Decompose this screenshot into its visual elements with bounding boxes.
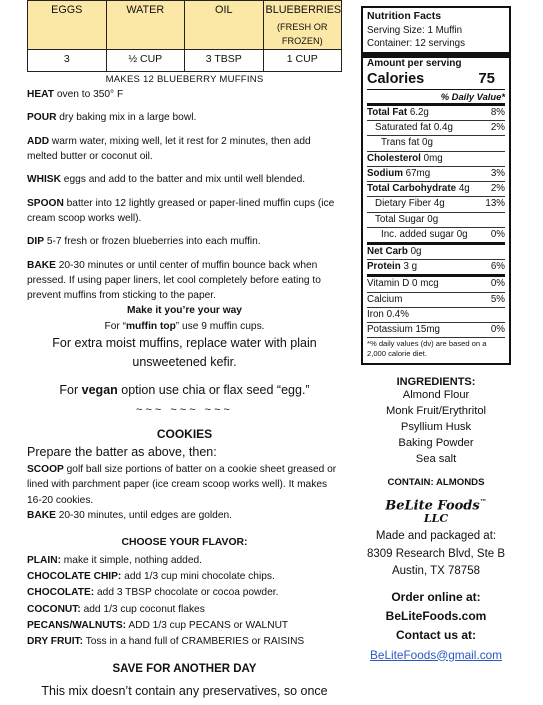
header-blueberries-label: BLUEBERRIES — [265, 4, 342, 16]
ingredients-heading: INGREDIENTS: — [396, 376, 476, 388]
nutrient-row — [367, 227, 505, 242]
nutrient-label: Calcium — [367, 293, 403, 305]
flavor-text: make it simple, nothing added. — [60, 554, 202, 566]
recipe-column — [27, 0, 342, 705]
vegan-bold: vegan — [81, 382, 118, 397]
step-dip — [27, 234, 342, 249]
nutrient-rows — [367, 103, 505, 337]
flavor-heading: CHOOSE YOUR FLAVOR: — [121, 537, 248, 549]
step-verb: ADD — [27, 135, 50, 147]
save-text: This mix doesn’t contain any preservatives, so once — [41, 683, 328, 698]
save-heading: SAVE FOR ANOTHER DAY — [112, 662, 257, 675]
nutrient-row — [367, 259, 505, 274]
nutrient-label: Net Carb — [367, 245, 408, 257]
brand-logo-llc: LLC — [423, 512, 449, 526]
muffin-top-tip — [27, 319, 342, 334]
nutrient-row — [367, 151, 505, 166]
serving-size: Serving Size: 1 Muffin — [367, 24, 463, 36]
nutrient-amount: 0.4g — [431, 122, 453, 134]
muffin-top-post: ” use 9 muffin cups. — [175, 320, 265, 332]
nutrient-name — [367, 167, 430, 181]
step-bake — [27, 258, 342, 304]
daily-value-header: % Daily Value* — [367, 89, 505, 103]
nutrient-name — [367, 213, 438, 227]
brand-logo — [361, 498, 511, 514]
nutrient-label: Total Fat — [367, 107, 408, 119]
make-your-way: Make it you’re your way — [127, 305, 242, 317]
nutrient-label: Cholesterol — [367, 152, 421, 164]
nutrient-amount: 0g — [453, 228, 468, 240]
step-text: golf ball size portions of batter on a cookie sheet greased or lined with parchment paper (ice cream scoop works well). It makes 16-20 cookies. — [27, 464, 337, 506]
step-verb: BAKE — [27, 509, 56, 521]
flavor-name: COCONUT: — [27, 603, 81, 615]
table-values-row — [28, 49, 342, 71]
amount-per-serving: Amount per serving — [367, 58, 462, 70]
website-link[interactable]: BeLiteFoods.com — [385, 609, 487, 624]
step-verb: SPOON — [27, 197, 64, 209]
nutrient-name — [367, 121, 453, 135]
nutrient-name — [367, 152, 443, 166]
nutrient-row — [367, 120, 505, 135]
value-blueberries: 1 CUP — [263, 49, 342, 71]
calories-value: 75 — [478, 70, 495, 88]
nutrient-row — [367, 196, 505, 211]
nutrient-name — [367, 323, 440, 337]
nutrient-amount: 6.2g — [407, 107, 429, 119]
nutrient-row — [367, 166, 505, 181]
nutrient-row — [367, 307, 505, 322]
nutrient-dv: 5% — [490, 293, 505, 305]
muffin-top-pre: For “ — [104, 320, 126, 332]
logo-tm: ™ — [479, 496, 487, 506]
nutrient-name — [367, 228, 468, 242]
flavor-text: add 3 TBSP chocolate or cocoa powder. — [94, 587, 279, 599]
nutrient-dv: 3% — [490, 167, 505, 179]
nutrient-name — [367, 260, 417, 274]
header-oil: OIL — [185, 1, 264, 50]
info-column — [361, 0, 511, 705]
nutrient-label: Total Carbohydrate — [367, 183, 457, 195]
nutrition-facts-panel — [361, 6, 511, 365]
nutrient-dv: 2% — [490, 183, 505, 195]
nutrient-name — [367, 308, 409, 322]
nutrient-name — [367, 182, 470, 196]
flavor-text: add 1/3 cup mini chocolate chips. — [121, 571, 275, 583]
address-line-1: 8309 Research Blvd, Ste B — [366, 547, 506, 560]
flavor-item — [27, 618, 342, 634]
nutrient-label: Sodium — [367, 167, 403, 179]
table-header-row — [28, 1, 342, 50]
nutrient-dv: 13% — [485, 198, 505, 210]
nutrient-amount: 0g — [424, 213, 439, 225]
value-oil: 3 TBSP — [185, 49, 264, 71]
value-eggs: 3 — [28, 49, 107, 71]
servings-per-container: Container: 12 servings — [367, 37, 466, 49]
tilde-divider: ~~~ ~~~ ~~~ — [136, 404, 233, 417]
nutrient-row — [367, 103, 505, 120]
step-text: 20-30 minutes, until edges are golden. — [55, 509, 233, 521]
nutrient-amount: 4g — [431, 198, 445, 210]
flavor-name: PECANS/WALNUTS: — [27, 620, 127, 632]
cookies-intro: Prepare the batter as above, then: — [27, 444, 217, 459]
vegan-tip — [27, 381, 342, 400]
nutrient-amount: 0g — [407, 245, 422, 257]
step-verb: SCOOP — [27, 464, 64, 476]
header-eggs: EGGS — [28, 1, 107, 50]
step-spoon — [27, 196, 342, 227]
nutrient-amount: 15mg — [412, 323, 440, 335]
nutrient-label: Iron — [367, 308, 384, 320]
nutrient-dv: 0% — [490, 323, 505, 335]
product-info — [361, 376, 511, 662]
calories-label: Calories — [367, 71, 425, 88]
ingredient-item: Monk Fruit/Erythritol — [385, 404, 487, 417]
flavor-name: CHOCOLATE: — [27, 587, 95, 599]
flavor-text: add 1/3 cup coconut flakes — [80, 603, 205, 615]
header-water: WATER — [106, 1, 185, 50]
nutrition-title: Nutrition Facts — [367, 10, 442, 22]
nutrient-dv: 8% — [490, 107, 505, 119]
nutrient-label: Saturated fat — [375, 122, 432, 134]
address-line-2: Austin, TX 78758 — [391, 564, 480, 577]
step-text: 20-30 minutes or until center of muffin bounce back when pressed. If using paper liners, let cool completely before eating to prevent muffins from sticking to the paper. — [27, 259, 321, 302]
nutrient-amount: 4g — [456, 183, 470, 195]
allergen-statement: CONTAIN: ALMONDS — [387, 476, 485, 488]
step-add — [27, 134, 342, 165]
nutrient-name — [367, 136, 433, 150]
step-text: dry baking mix in a large bowl. — [56, 112, 197, 124]
muffin-top-bold: muffin top — [126, 320, 176, 332]
cookies-heading: COOKIES — [156, 426, 213, 441]
ingredient-item: Almond Flour — [402, 389, 470, 401]
nutrient-dv: 0% — [490, 278, 505, 290]
made-by: Made and packaged at: — [375, 530, 497, 543]
ingredient-item: Baking Powder — [398, 436, 474, 449]
nutrient-label: Protein — [367, 261, 401, 273]
cookies-scoop — [27, 462, 342, 508]
nutrient-label: Vitamin D — [367, 278, 410, 290]
step-verb: BAKE — [27, 259, 56, 271]
nutrient-row — [367, 292, 505, 307]
ingredient-quantity-table — [27, 0, 342, 72]
step-whisk — [27, 172, 342, 187]
nutrient-name — [367, 245, 421, 259]
step-verb: DIP — [27, 236, 44, 248]
email-link[interactable]: BeLiteFoods@gmail.com — [370, 647, 502, 662]
ingredient-item: Psyllium Husk — [400, 420, 472, 433]
calories-row — [367, 69, 505, 89]
nutrient-name — [367, 293, 402, 307]
makes-line: MAKES 12 BLUEBERRY MUFFINS — [105, 73, 264, 85]
nutrient-name — [367, 197, 445, 211]
flavor-item — [27, 553, 342, 569]
nutrient-amount: 0g — [419, 137, 433, 149]
logo-name: BeLite Foods — [385, 497, 480, 513]
step-pour — [27, 110, 342, 125]
vegan-post: option use chia or flax seed “egg.” — [117, 382, 310, 397]
nutrient-dv: 0% — [490, 228, 505, 240]
nutrient-name — [367, 106, 429, 120]
flavor-name: DRY FRUIT: — [27, 636, 84, 648]
value-water: ½ CUP — [106, 49, 185, 71]
step-text: oven to 350° F — [53, 89, 124, 101]
order-label: Order online at: — [391, 590, 481, 604]
nutrient-label: Inc. added sugar — [381, 228, 454, 240]
cookies-bake — [27, 508, 342, 523]
nutrient-amount: 0 mcg — [409, 278, 439, 290]
step-text: warm water, mixing well, let it rest for 2 minutes, then add melted butter or coconut oil. — [27, 135, 311, 163]
moist-tip: For extra moist muffins, replace water with plain unsweetened kefir. — [52, 336, 317, 370]
nutrient-amount: 67mg — [402, 167, 431, 179]
nutrient-amount: 3 g — [400, 261, 418, 273]
step-text: 5-7 fresh or frozen blueberries into each muffin. — [43, 236, 261, 248]
step-verb: HEAT — [27, 89, 54, 101]
nutrient-label: Trans fat — [381, 137, 420, 149]
nutrient-row — [367, 181, 505, 196]
flavor-item — [27, 569, 342, 585]
step-verb: POUR — [27, 112, 57, 124]
vegan-pre: For — [59, 382, 82, 397]
nutrient-dv: 2% — [490, 122, 505, 134]
flavor-item — [27, 634, 342, 650]
nutrient-dv: 6% — [490, 261, 505, 273]
header-blueberries — [263, 1, 342, 50]
flavor-name: PLAIN: — [27, 554, 61, 566]
nutrient-amount: 0mg — [420, 152, 443, 164]
ingredient-item: Sea salt — [415, 452, 457, 465]
nutrient-row — [367, 135, 505, 150]
dv-footnote: *% daily values (dv) are based on a 2,000 calorie diet. — [367, 337, 505, 360]
flavor-text: ADD 1/3 cup PECANS or WALNUT — [126, 620, 289, 632]
nutrient-row — [367, 274, 505, 291]
nutrient-row — [367, 322, 505, 337]
contact-label: Contact us at: — [395, 628, 476, 643]
flavor-item — [27, 585, 342, 601]
nutrient-amount: 0.4% — [383, 308, 409, 320]
nutrient-label: Dietary Fiber — [375, 198, 432, 210]
step-heat — [27, 87, 342, 102]
nutrient-row — [367, 212, 505, 227]
nutrient-name — [367, 277, 439, 291]
step-text: eggs and add to the batter and mix until well blended. — [60, 174, 306, 186]
flavor-text: Toss in a hand full of CRAMBERIES or RAISINS — [83, 636, 305, 648]
nutrient-label: Potassium — [367, 323, 413, 335]
flavor-name: CHOCOLATE CHIP: — [27, 571, 122, 583]
step-verb: WHISK — [27, 174, 61, 186]
header-blueberries-sub: (FRESH OR FROZEN) — [276, 22, 328, 46]
nutrient-label: Total Sugar — [375, 213, 425, 225]
step-text: batter into 12 lightly greased or paper-lined muffin cups (ice cream scoop works well). — [27, 197, 335, 224]
flavor-item — [27, 602, 342, 618]
nutrient-row — [367, 242, 505, 259]
